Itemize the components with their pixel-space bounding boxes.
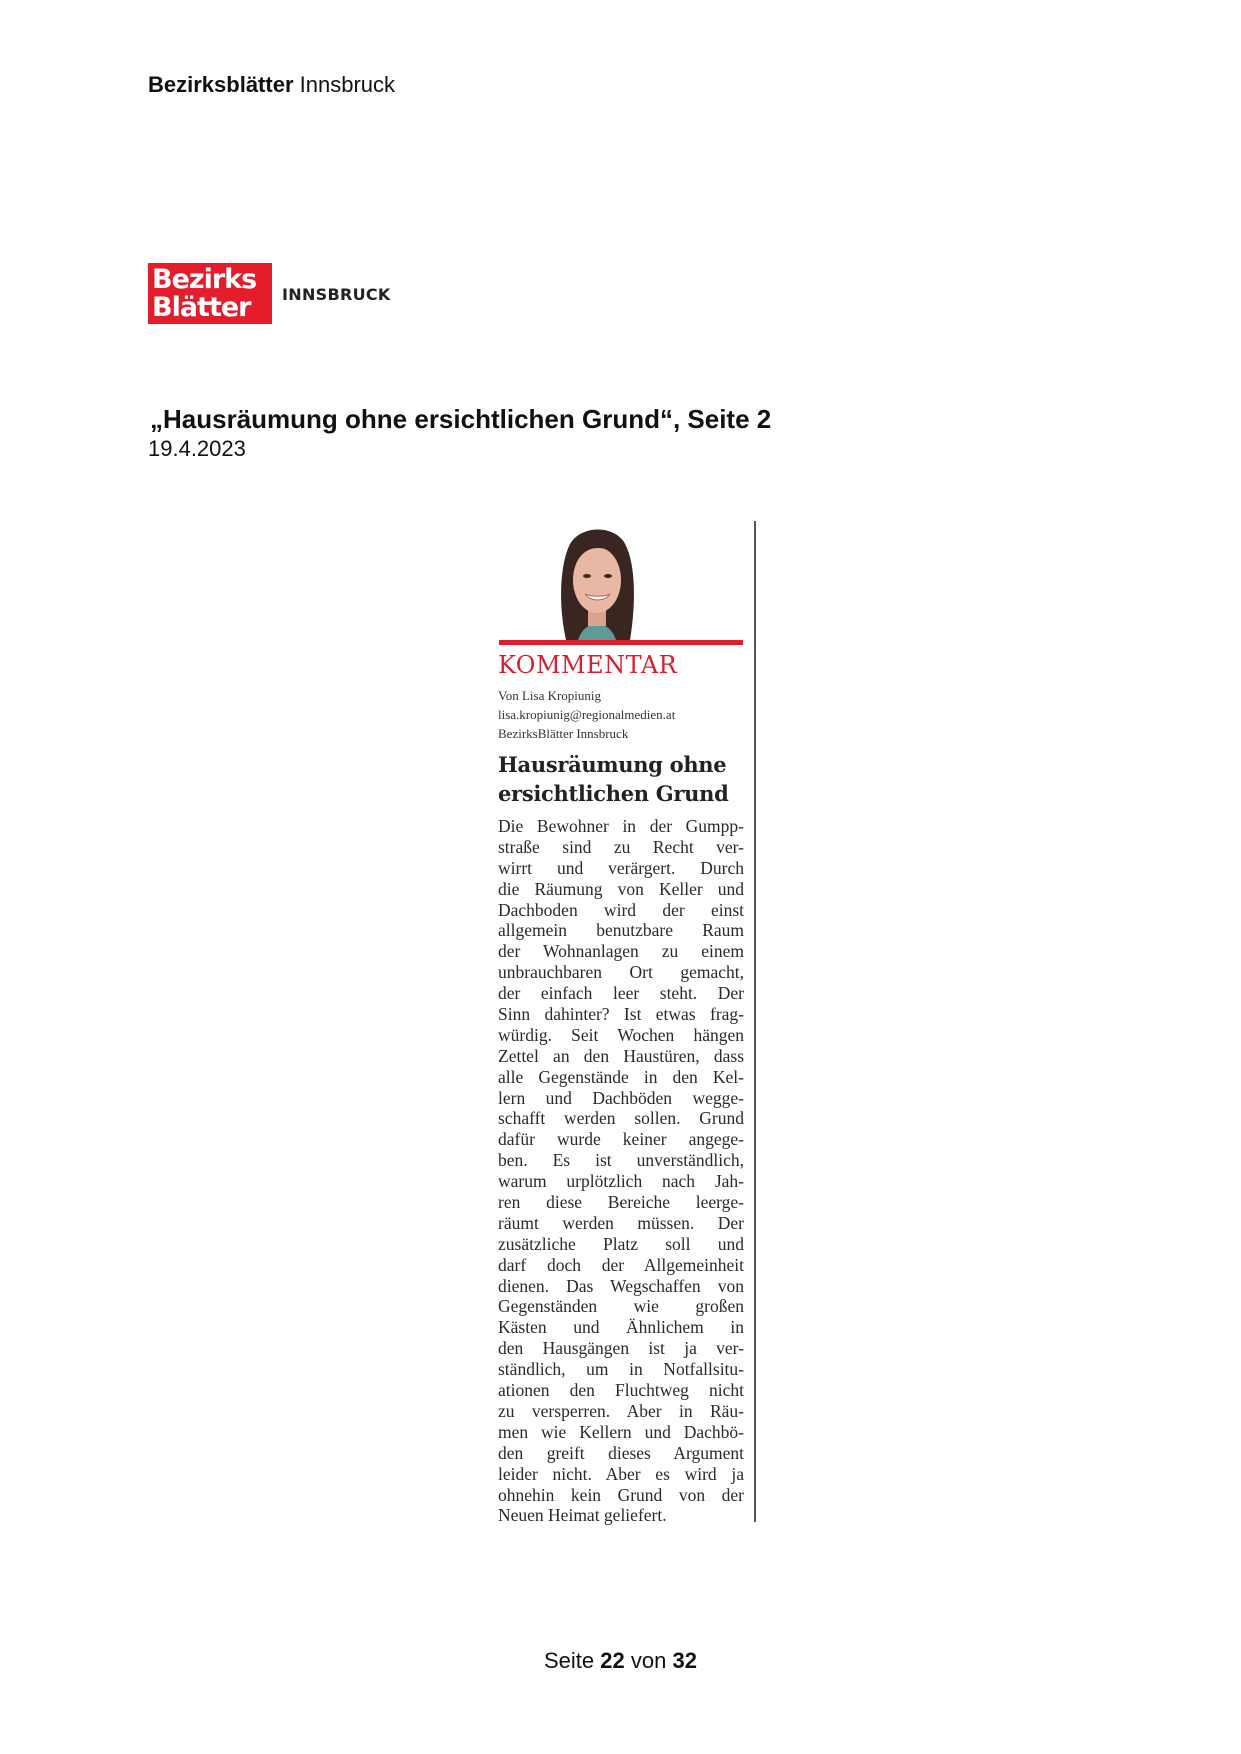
portrait-face	[573, 547, 621, 613]
body-line: zu versperren. Aber in Räu-	[498, 1400, 744, 1421]
body-line: ren diese Bereiche leerge-	[498, 1192, 744, 1213]
logo-line-2: Blätter	[152, 292, 251, 323]
byline-email: lisa.kropiunig@regionalmedien.at	[498, 707, 676, 722]
section-label: KOMMENTAR	[498, 651, 678, 679]
publication-name: Bezirksblätter	[148, 72, 294, 97]
section-rule	[499, 640, 743, 645]
body-line: würdig. Seit Wochen hängen	[498, 1024, 744, 1045]
body-line: unbrauchbaren Ort gemacht,	[498, 962, 744, 983]
logo-line-1: Bezirks	[152, 264, 257, 295]
body-line: leider nicht. Aber es wird ja	[498, 1463, 744, 1484]
body-line: Dachboden wird der einst	[498, 899, 744, 920]
logo-region-label: INNSBRUCK	[282, 285, 391, 304]
body-line: Kästen und Ähnlichem in	[498, 1317, 744, 1338]
body-line: warum urplötzlich nach Jah-	[498, 1171, 744, 1192]
headline-line: ersichtlichen Grund	[498, 781, 729, 806]
body-line: ohnehin kein Grund von der	[498, 1484, 744, 1505]
byline	[498, 686, 675, 743]
author-portrait	[548, 524, 644, 640]
portrait-eye-right	[604, 574, 612, 578]
current-page: 22	[600, 1648, 625, 1673]
page-number	[0, 1648, 1241, 1674]
body-line: Gegenständen wie großen	[498, 1296, 744, 1317]
body-line: wirrt und verärgert. Durch	[498, 857, 744, 878]
body-line: lern und Dachböden wegge-	[498, 1087, 744, 1108]
body-line: der Wohnanlagen zu einem	[498, 941, 744, 962]
body-line: dafür wurde keiner angege-	[498, 1129, 744, 1150]
body-line: schafft werden sollen. Grund	[498, 1108, 744, 1129]
body-line: den Hausgängen ist ja ver-	[498, 1338, 744, 1359]
page-prefix: Seite	[544, 1648, 595, 1673]
column-divider	[754, 521, 756, 1522]
body-line: zusätzliche Platz soll und	[498, 1233, 744, 1254]
article-body	[498, 816, 744, 1526]
body-line: den greift dieses Argument	[498, 1442, 744, 1463]
article-headline	[498, 750, 748, 808]
body-line: men wie Kellern und Dachbö-	[498, 1421, 744, 1442]
publication-region: Innsbruck	[299, 72, 396, 97]
bezirksblaetter-logo	[148, 263, 272, 324]
body-line: dienen. Das Wegschaffen von	[498, 1275, 744, 1296]
body-line: die Räumung von Keller und	[498, 878, 744, 899]
total-pages: 32	[672, 1648, 697, 1673]
body-line: straße sind zu Recht ver-	[498, 836, 744, 857]
clip-title: „Hausräumung ohne ersichtlichen Grund“, Seite 2	[150, 404, 772, 434]
body-line: Neuen Heimat geliefert.	[498, 1505, 667, 1526]
page-separator: von	[630, 1648, 667, 1673]
body-line: Zettel an den Haustüren, dass	[498, 1045, 744, 1066]
body-line: ständlich, um in Notfallsitu-	[498, 1359, 744, 1380]
body-line: darf doch der Allgemeinheit	[498, 1254, 744, 1275]
byline-outlet: BezirksBlätter Innsbruck	[498, 726, 629, 741]
clip-date: 19.4.2023	[148, 436, 246, 461]
body-line: räumt werden müssen. Der	[498, 1212, 744, 1233]
byline-author: Von Lisa Kropiunig	[498, 688, 602, 703]
body-line: allgemein benutzbare Raum	[498, 920, 744, 941]
body-line: der einfach leer steht. Der	[498, 983, 744, 1004]
body-line: ben. Es ist unverständlich,	[498, 1150, 744, 1171]
body-line: Sinn dahinter? Ist etwas frag-	[498, 1004, 744, 1025]
body-line: ationen den Fluchtweg nicht	[498, 1380, 744, 1401]
document-header	[148, 72, 395, 98]
body-line: alle Gegenstände in den Kel-	[498, 1066, 744, 1087]
portrait-eye-left	[583, 574, 591, 578]
body-line: Die Bewohner in der Gumpp-	[498, 816, 744, 836]
headline-line: Hausräumung ohne	[498, 752, 727, 777]
